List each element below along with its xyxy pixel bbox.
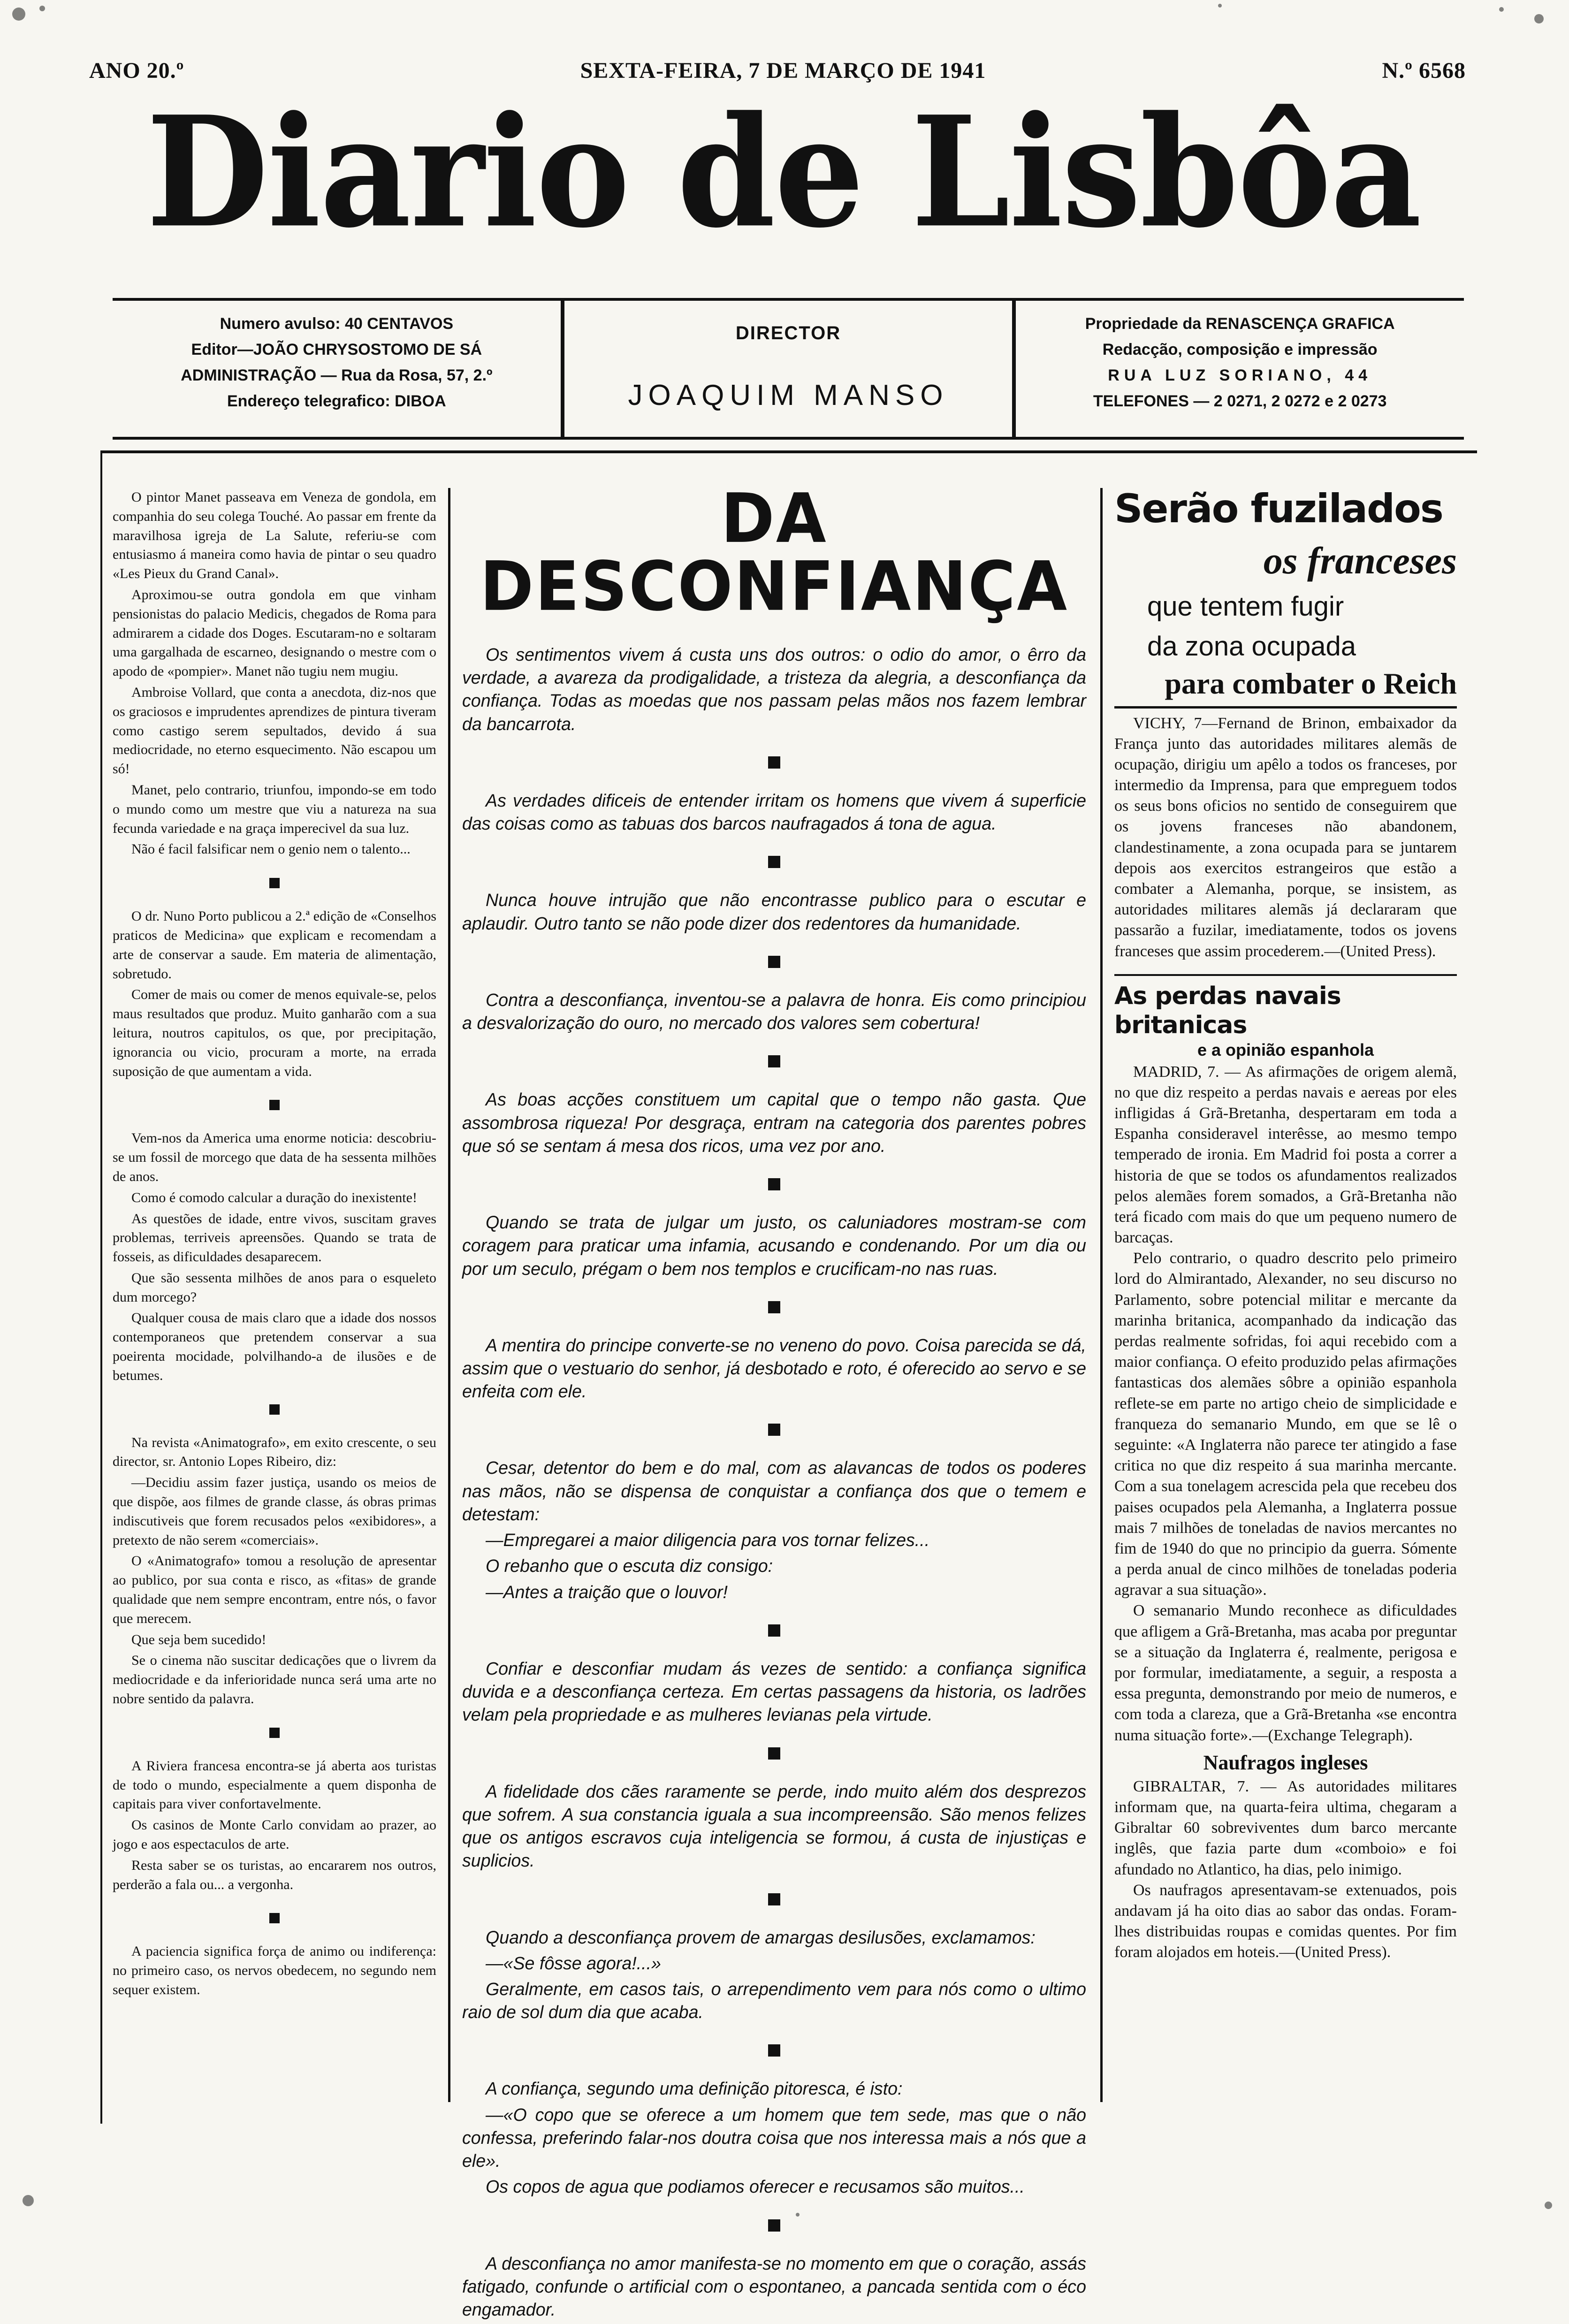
info-line: Propriedade da RENASCENÇA GRAFICA [1085,315,1395,333]
info-line: Endereço telegrafico: DIBOA [227,392,446,411]
paragraph: Os casinos de Monte Carlo convidam ao prazer, ao jogo e aos espectaculos de arte. [113,1817,436,1852]
paragraph: As questões de idade, entre vivos, suscitam graves problemas, terriveis apreensões. Quando se trata de fosseis, as dificuldades desaparecem. [113,1211,436,1265]
paragraph: Confiar e desconfiar mudam ás vezes de sentido: a confiança significa duvida e a desconfiança certeza. Em certas passagens da historia, os ladrões velam pela propriedade e as mulheres levianas pela virtude. [462,1658,1086,1725]
news-story-vichy [1114,713,1457,962]
paragraph: A mentira do principe converte-se no veneno do povo. Coisa parecida se dá, assim que o vestuario do senhor, já desbotado e roto, é oferecido ao servo e se enfeita com ele. [462,1335,1086,1402]
paragraph: Na revista «Animatografo», em exito crescente, o seu director, sr. Antonio Lopes Ribeiro, diz: [113,1434,436,1470]
paragraph: A paciencia significa força de animo ou indiferença: no primeiro caso, os nervos obedecem, no segundo nem sequer existem. [113,1943,436,1997]
paragraph: As boas acções constituem um capital que o tempo não gasta. Que assombrosa riqueza! Por desgraça, entram na categoria dos parentes pobres que só se sentam á mesa dos ricos, uma vez por ano. [462,1090,1086,1156]
paragraph: Os naufragos apresentavam-se extenuados, pois andavam já ha oito dias ao sabor das ondas. Foram-lhes distribuidas roupas e comidas quentes. Por fim foram alojados em hoteis.—(United Press). [1114,1881,1457,1961]
column-editorial [462,479,1086,2324]
news-story-madrid [1114,1062,1457,1746]
paragraph: Os sentimentos vivem á custa uns dos outros: o odio do amor, o êrro da verdade, a avareza da prodigalidade, a tristeza da alegria, a desconfiança da confiança. Todas as moedas que nos passam pelas mãos nos fazem lembrar da bancarrota. [462,645,1086,734]
paragraph: A confiança, segundo uma definição pitoresca, é isto: [486,2079,903,2099]
editorial-title: DA DESCONFIANÇA [480,479,1069,626]
news-headline-3: que tentem fugir [1147,591,1344,622]
info-line: ADMINISTRAÇÃO — Rua da Rosa, 57, 2.º [181,366,493,385]
section-separator-icon [768,1747,780,1760]
paragraph: Quando se trata de julgar um justo, os caluniadores mostram-se com coragem para praticar uma infamia, acusando e condenando. Por um dia ou por um seculo, prégam o bem nos templos e crucificam-no nas ruas. [462,1212,1086,1279]
news-subhead-3: Naufragos ingleses [1203,1751,1368,1774]
column-rule [1100,488,1103,2102]
paragraph: Nunca houve intrujão que não encontrasse publico para o escutar e aplaudir. Outro tanto se não pode dizer dos redentores da humanidade. [462,890,1086,933]
paragraph: Contra a desconfiança, inventou-se a palavra de honra. Eis como principiou a desvalorização do ouro, no mercado dos valores sem cobertura! [462,990,1086,1033]
section-separator-icon [768,2219,780,2232]
section-separator-icon [269,1913,280,1923]
paragraph: Comer de mais ou comer de menos equivale-se, pelos maus resultados que produz. Muito ganharão com a sua leitura, noutros capitulos, os que, por precipitação, ignorancia ou vicio, procuram a morte, na errada suposição de que aumentam a vida. [113,987,436,1079]
section-separator-icon [269,1100,280,1110]
info-line: Redacção, composição e impressão [1102,341,1378,359]
column-news [1114,488,1457,1963]
paragraph: Quando a desconfiança provem de amargas desilusões, exclamamos: [486,1927,1036,1947]
paragraph: —Empregarei a maior diligencia para vos tornar felizes... [486,1530,930,1550]
paragraph: Como é comodo calcular a duração do inexistente! [131,1189,417,1205]
paragraph: Que são sessenta milhões de anos para o esqueleto dum morcego? [113,1270,436,1305]
section-separator-icon [768,856,780,868]
paragraph: Geralmente, em casos tais, o arrependimento vem para nós como o ultimo raio de sol dum dia que acaba. [462,1979,1086,2022]
paragraph: Cesar, detentor do bem e do mal, com as alavancas de todos os poderes nas mãos, não se dispensa de conquistar a confiança dos que o temem e detestam: [462,1458,1086,1524]
info-line: RUA LUZ SORIANO, 44 [1108,366,1372,385]
paragraph: MADRID, 7. — As afirmações de origem alemã, no que diz respeito a perdas navais e aereas por eles infligidas á Grã-Bretanha, despertaram em toda a Espanha consideravel interêsse, ao mesmo tempo temperado de ironia. Em Madrid foi posta a correr a historia de que se todos os afundamentos realizados pelos alemães forem somados, a Grã-Bretanha não terá ficado com mais do que um pequeno numero de barcaças. [1114,1063,1457,1247]
section-separator-icon [768,1624,780,1637]
info-line: Editor—JOÃO CHRYSOSTOMO DE SÁ [191,341,482,359]
paragraph: Não é facil falsificar nem o genio nem o talento... [131,841,411,857]
column-rule [448,488,450,2102]
paragraph: O dr. Nuno Porto publicou a 2.ª edição de «Conselhos praticos de Medicina» que explicam e recomendam a arte de conservar a saude. Em materia de alimentação, sobretudo. [113,908,436,982]
news-headline-4: da zona ocupada [1147,631,1356,662]
paragraph: As verdades dificeis de entender irritam os homens que vivem á superficie das coisas como as tabuas dos barcos naufragados á tona de agua. [462,790,1086,834]
paragraph: O pintor Manet passeava em Veneza de gondola, em companhia do seu colega Touché. Ao passar em frente da maravilhosa igreja de La Salute, referiu-se com entusiasmo á maneira como havia de pintar o seu quadro «Les Pieux du Grand Canal». [113,489,436,582]
paragraph: A fidelidade dos cães raramente se perde, indo muito além dos desprezos que sofrem. A sua constancia iguala a sua incompreensão. São menos felizes que os antigos escravos cuja inteligencia se formou, á custa de injustiças e suplicios. [462,1781,1086,1871]
paragraph: O semanario Mundo reconhece as dificuldades que afligem a Grã-Bretanha, mas acaba por preguntar se a situação da Inglaterra é, realmente, perigosa e por formular, imediatamente, a seguir, a resposta a essa pregunta, demonstrando por meio de numeros, e com toda a clareza, que a Grã-Bretanha «se encontra numa situação forte».—(Exchange Telegraph). [1114,1602,1457,1744]
section-separator-icon [768,2044,780,2057]
paragraph: —«O copo que se oferece a um homem que tem sede, mas que o não confessa, preferindo falar-nos doutra coisa que nos interessa mais a nós que a ele». [462,2104,1086,2171]
paragraph: O rebanho que o escuta diz consigo: [486,1556,773,1576]
paragraph: Ambroise Vollard, que conta a anecdota, diz-nos que os graciosos e imprudentes aprendizes de pintura tiveram como castigo serem sepultados, devido á sua mediocridade, no eterno esquecimento. Não escapou um só! [113,684,436,777]
director-label: DIRECTOR [735,323,841,344]
section-separator-icon [768,756,780,769]
info-director [561,301,1016,437]
paragraph: O «Animatografo» tomou a resolução de apresentar ao publico, por sua conta e risco, as «fitas» de grande qualidade que nem sempre encontram, entre nós, o favor que merecem. [113,1553,436,1626]
news-subhead-2: e a opinião espanhola [1197,1040,1374,1059]
issue-number: N.º 6568 [1382,58,1466,83]
section-separator-icon [269,878,280,888]
paragraph: Vem-nos da America uma enorme noticia: descobriu-se um fossil de morcego que data de ha sessenta milhões de anos. [113,1130,436,1184]
section-separator-icon [768,1424,780,1436]
paragraph: Qualquer cousa de mais claro que a idade dos nossos contemporaneos que pretendem conservar a sua poeirenta mocidade, polvilhando-a de ilusões e de betumes. [113,1310,436,1383]
paragraph: A desconfiança no amor manifesta-se no momento em que o coração, assás fatigado, confunde o artificial com o espontaneo, a pancada sentida com o éco engamador. [462,2253,1086,2320]
news-headline: Serão fuzilados [1114,486,1443,532]
paragraph: —Decidiu assim fazer justiça, usando os meios de que dispõe, aos filmes de grande classe, ás obras primas indiscutiveis que forem recusados pelos «exibidores», a pretexto de não serem «comerciais». [113,1475,436,1548]
news-headline-5: para combater o Reich [1114,664,1457,708]
paragraph: —«Se fôsse agora!...» [486,1953,661,1973]
info-line: TELEFONES — 2 0271, 2 0272 e 2 0273 [1093,392,1387,411]
paragraph: Manet, pelo contrario, triunfou, impondo-se em todo o mundo como um mestre que viu a natureza na sua fecunda variedade e na graça imperecivel da sua luz. [113,782,436,836]
news-story-gibraltar [1114,1776,1457,1963]
section-separator-icon [768,956,780,968]
editorial-body [462,643,1086,2321]
news-subhead: As perdas navais britanicas [1114,974,1457,1040]
paragraph: —Antes a traição que o louvor! [486,1582,728,1602]
paragraph: Aproximou-se outra gondola em que vinham pensionistas do palacio Medicis, chegados de Roma para admirarem a cidade dos Doges. Escutaram-no e soltaram uma gargalhada de escarneo, designando o mestre com o apodo de «pompier». Manet não tugiu nem mugiu. [113,587,436,679]
info-right [1016,301,1464,437]
masthead-title: Diario de Lisbôa [146,82,1421,262]
paragraph: Os copos de agua que podiamos oferecer e recusamos são muitos... [486,2177,1025,2197]
section-separator-icon [768,1055,780,1067]
section-separator-icon [768,1893,780,1905]
publisher-info-box [113,298,1464,440]
paragraph: Pelo contrario, o quadro descrito pelo primeiro lord do Almirantado, Alexander, no seu discurso no Parlamento, sobre potencial militar e mercante da marinha britanica, acompanhado da indicação das perdas realmente sofridas, foi aqui recebido com a maior confiança. O efeito produzido pelas afirmações fantasticas dos alemães sôbre a opinião espanhola reflete-se em parte no artigo cheio de simplicidade e franqueza do semanario Mundo, em que se lê o seguinte: «A Inglaterra não parece ter atingido a fase critica no que diz respeito á sua marinha mercante. Com a sua tonelagem acrescida pela que recebeu dos paises ocupados pela Alemanha, a Inglaterra possue mais 7 milhões de toneladas de navios mercantes no fim de 1940 do que no principio da guerra. Sómente a perda anual de cinco milhões de toneladas poderia agravar a sua situação». [1114,1250,1457,1599]
column-notes [113,488,436,2002]
info-left [113,301,561,437]
paragraph: VICHY, 7—Fernand de Brinon, embaixador da França junto das autoridades militares alemãs de ocupação, dirigiu um apêlo a todos os franceses, por intermedio da Imprensa, para que empreguem todos os seus bons oficios no sentido de conseguirem que os jovens franceses não abandonem, clandestinamente, a zona ocupada para se juntarem depois aos exercitos estrangeiros que estão a combater a Alemanha, porque, se insistem, as autoridades militares alemãs já declararam que passarão a fuzilar, imediatamente, todos os jovens franceses que assim procederem.—(United Press). [1114,714,1457,960]
dateline [89,56,1466,84]
paragraph: A Riviera francesa encontra-se já aberta aos turistas de todo o mundo, especialmente a quem disponha de capitais para viver confortavelmente. [113,1758,436,1812]
paragraph: GIBRALTAR, 7. — As autoridades militares informam que, na quarta-feira ultima, chegaram a Gibraltar 60 sobreviventes dum barco mercante inglês, que fazia parte dum «comboio» e foi afundado no Atlantico, ha dias, pelo inimigo. [1114,1777,1457,1878]
section-separator-icon [768,1301,780,1313]
issue-year: ANO 20.º [89,58,184,83]
paragraph: Resta saber se os turistas, ao encararem nos outros, perderão a fala ou... a vergonha. [113,1857,436,1892]
section-separator-icon [269,1728,280,1738]
info-line: Numero avulso: 40 CENTAVOS [220,315,454,333]
paragraph: Que seja bem sucedido! [131,1631,267,1647]
issue-date: SEXTA-FEIRA, 7 DE MARÇO DE 1941 [580,58,986,83]
director-name: JOAQUIM MANSO [628,379,949,412]
section-separator-icon [269,1404,280,1415]
news-headline-2: os franceses [1263,539,1457,582]
section-separator-icon [768,1178,780,1190]
paragraph: Se o cinema não suscitar dedicações que o livrem da mediocridade e da inferioridade nunca será uma arte no nobre sentido da palavra. [113,1653,436,1707]
